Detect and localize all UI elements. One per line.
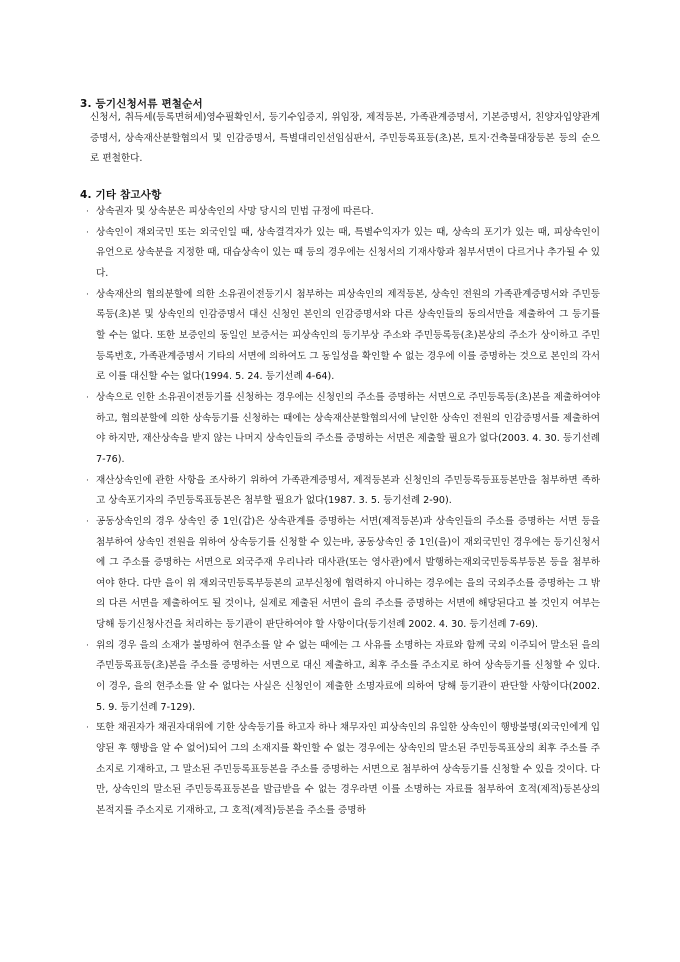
section-3-body: 신청서, 취득세(등록면허세)영수필확인서, 등기수입증지, 위임장, 제적등본, 가족관계증명서, 기본증명서, 친양자입양관계증명서, 상속재산분할협의서 및 인감증명서, 특별대리인선임심판서, 주민등록표등(초)본, 토지·건축물대장등본 등의 순으로 편철한다. [90, 112, 600, 165]
reference-notes-list [80, 202, 600, 822]
bullet-icon: · [86, 392, 89, 403]
section-4-heading: 4. 기타 참고사항 [80, 189, 162, 201]
list-item [80, 388, 600, 471]
list-item-text: 공동상속인의 경우 상속인 중 1인(갑)은 상속관계를 증명하는 서면(제적등본)과 상속인들의 주소를 증명하는 서면 등을 첨부하여 상속인 전원을 위하여 상속등기를 신청할 수 있는바, 공동상속인 중 1인(을)이 재외국민인 경우에는 등기신청서에 그 주소를 증명하는 서면으로 외국주재 우리나라 대사관(또는 영사관)에서 발행하는재외국민등록부등본 등을 첨부하여야 한다. 다만 을이 위 재외국민등록부등본의 교부신청에 협력하지 아니하는 경우에는 을의 국외주소를 증명하는 그 밖의 다른 서면을 제출하여도 될 것이나, 실제로 제출된 서면이 을의 주소를 증명하는 서면에 해당된다고 볼 것인지 여부는 당해 등기신청사건을 처리하는 등기관이 판단하여야 할 사항이다(등기선례 2002. 4. 30. 등기선례 7-69). [96, 515, 600, 631]
bullet-icon: · [86, 207, 89, 217]
list-item-text: 상속으로 인한 소유권이전등기를 신청하는 경우에는 신청인의 주소를 증명하는 서면으로 주민등록등(초)본을 제출하여야 하고, 협의분할에 의한 상속등기를 신청하는 때에는 상속재산분할협의서에 날인한 상속인 전원의 인감증명서를 제출하여야 하지만, 재산상속을 받지 않는 나머지 상속인들의 주소를 증명하는 서면은 제출할 필요가 없다(2003. 4. 30. 등기선례 7-76). [96, 391, 600, 465]
list-item-text: 또한 채권자가 채권자대위에 기한 상속등기를 하고자 하나 채무자인 피상속인의 유일한 상속인이 행방불명(외국인에게 입양된 후 행방을 알 수 없어)되어 그의 소재지를 확인할 수 없는 경우에는 상속인의 말소된 주민등록표상의 최후 주소를 주소지로 기재하고, 그 말소된 주민등록표등본을 주소를 증명하는 서면으로 첨부하여 상속등기를 신청할 수 있을 것이다. 다만, 상속인의 말소된 주민등록표등본을 발급받을 수 없는 경우라면 이를 소명하는 자료를 첨부하여 호적(제적)등본상의 본적지를 주소지로 기재하고, 그 호적(제적)등본을 주소를 증명하 [96, 722, 600, 817]
bullet-icon: · [86, 475, 89, 486]
list-item [80, 512, 600, 636]
list-item-text: 재산상속인에 관한 사항을 조사하기 위하여 가족관계증명서, 제적등본과 신청인의 주민등록등표등본만을 첨부하면 족하고 상속포기자의 주민등록표등본은 첨부할 필요가 없다(1987. 3. 5. 등기선례 2-90). [96, 474, 600, 507]
bullet-icon: · [86, 723, 89, 734]
bullet-icon: · [86, 640, 89, 651]
list-item-text: 상속재산의 협의분할에 의한 소유권이전등기시 첨부하는 피상속인의 제적등본, 상속인 전원의 가족관계증명서와 주민등록등(초)본 및 상속인의 인감증명서 대신 신청인 본인의 인감증명서와 다른 상속인들의 동의서만을 제출하여 그 등기를 할 수는 없다. 또한 보증인의 동일인 보증서는 피상속인의 등기부상 주소와 주민등록등(초)본상의 주소가 상이하고 주민등록번호, 가족관계증명서 기타의 서면에 의하여도 그 동일성을 확인할 수 없는 경우에 이를 증명하는 것으로 본인의 각서로 이를 대신할 수는 없다(1994. 5. 24. 등기선례 4-64). [96, 288, 600, 383]
list-item [80, 471, 600, 512]
list-item-text: 상속인이 재외국민 또는 외국인일 때, 상속결격자가 있는 때, 특별수익자가 있는 때, 상속의 포기가 있는 때, 피상속인이 유언으로 상속분을 지정한 때, 대습상속이 있는 때 등의 경우에는 신청서의 기재사항과 첨부서면이 다르거나 추가될 수 있다. [96, 226, 600, 279]
list-item-text: 상속권자 및 상속분은 피상속인의 사망 당시의 민법 규정에 따른다. [96, 206, 374, 217]
bullet-icon: · [86, 516, 89, 527]
list-item [80, 718, 600, 821]
section-3-heading: 3. 등기신청서류 편철순서 [80, 98, 203, 110]
list-item [80, 285, 600, 388]
list-item [80, 223, 600, 285]
list-item-text: 위의 경우 을의 소재가 불명하여 현주소를 알 수 없는 때에는 그 사유를 소명하는 자료와 함께 국외 이주되어 말소된 을의 주민등록표등(초)본을 주소를 증명하는 서면으로 대신 제출하고, 최후 주소를 주소지로 하여 상속등기를 신청할 수 있다. 이 경우, 을의 현주소를 알 수 없다는 사실은 신청인이 제출한 소명자료에 의하여 당해 등기관이 판단할 사항이다(2002. 5. 9. 등기선례 7-129). [96, 639, 600, 713]
bullet-icon: · [86, 227, 89, 238]
list-item [80, 202, 600, 223]
list-item [80, 636, 600, 719]
bullet-icon: · [86, 289, 89, 300]
